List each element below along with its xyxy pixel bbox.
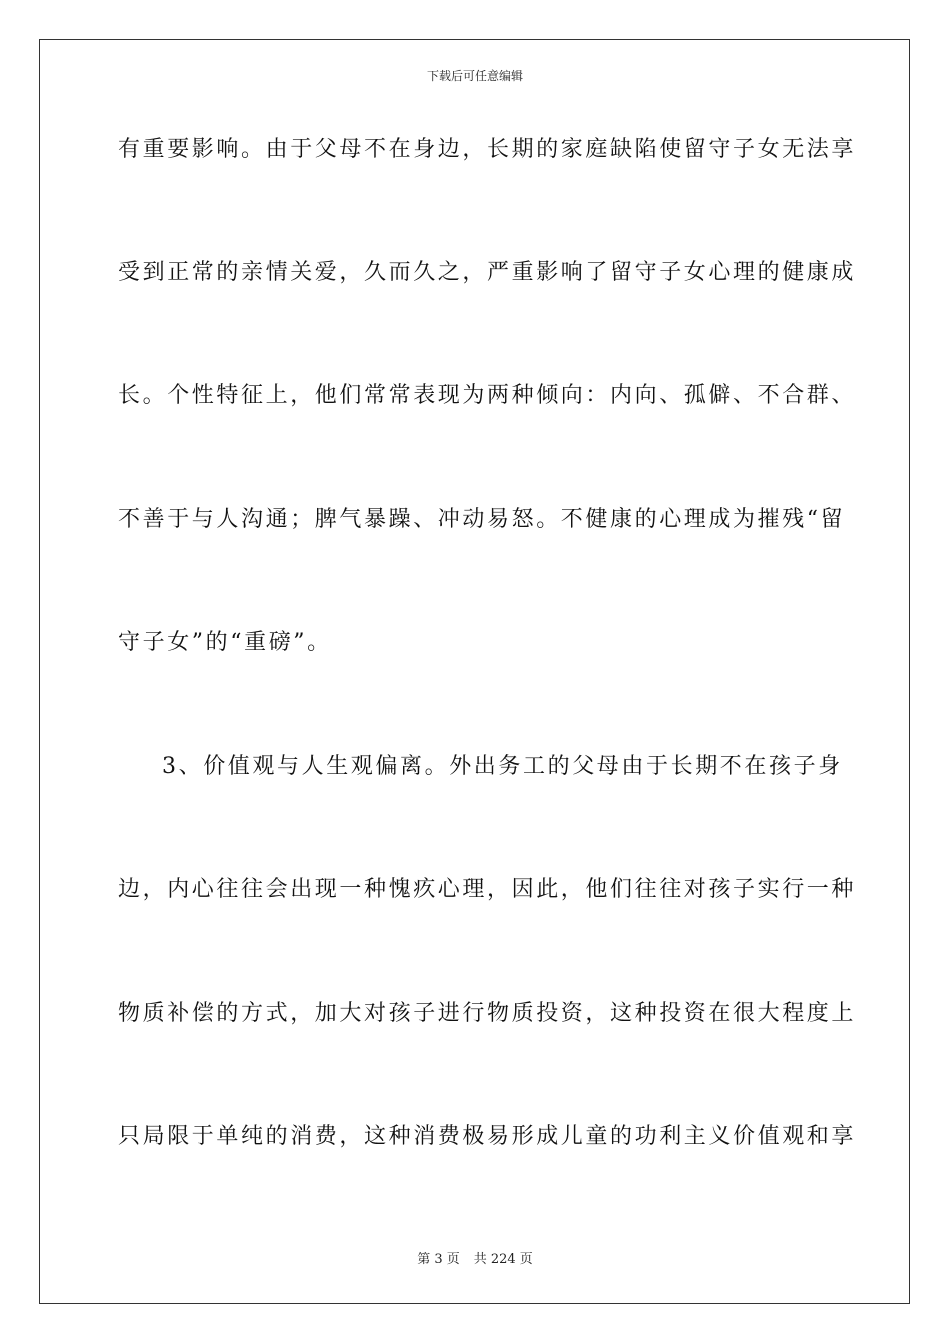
page-total: 共 224 页	[473, 1252, 533, 1267]
body-line: 边，内心往往会出现一种愧疚心理，因此，他们往往对孩子实行一种	[118, 877, 857, 902]
body-line: 不善于与人沟通；脾气暴躁、冲动易怒。不健康的心理成为摧残“留	[118, 507, 846, 532]
page-border	[39, 39, 910, 1304]
page-header: 下载后可任意编辑	[426, 69, 523, 83]
body-line: 只局限于单纯的消费，这种消费极易形成儿童的功利主义价值观和享	[118, 1124, 857, 1149]
body-line: 长。个性特征上，他们常常表现为两种倾向：内向、孤僻、不合群、	[118, 383, 857, 408]
body-line: 有重要影响。由于父母不在身边，长期的家庭缺陷使留守子女无法享	[118, 137, 857, 162]
body-line: 物质补偿的方式，加大对孩子进行物质投资，这种投资在很大程度上	[118, 1001, 857, 1026]
body-line: 3、价值观与人生观偏离。外出务工的父母由于长期不在孩子身	[162, 754, 843, 779]
body-line: 受到正常的亲情关爱，久而久之，严重影响了留守子女心理的健康成	[118, 260, 857, 285]
page-number: 第 3 页	[417, 1252, 460, 1267]
page-footer	[0, 1248, 950, 1267]
body-line: 守子女”的“重磅”。	[118, 630, 332, 655]
